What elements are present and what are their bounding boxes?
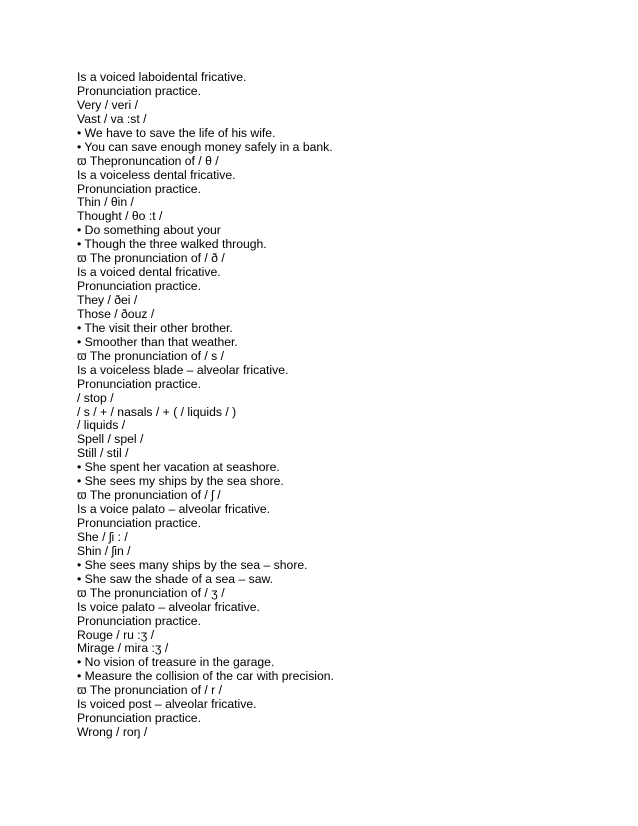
text-line: Still / stil / [77, 446, 129, 461]
text-line: Thought / θo :t / [77, 209, 163, 224]
text-line: Those / ðouz / [77, 306, 155, 321]
text-line: They / ðei / [77, 293, 138, 307]
text-line: Is voiced post – alveolar fricative. [77, 697, 257, 712]
text-line: Is a voiceless dental fricative. [77, 167, 236, 182]
text-line: Mirage / mira :ʒ / [77, 641, 169, 656]
text-line: Pronunciation practice. [77, 279, 201, 294]
text-line: Pronunciation practice. [77, 181, 201, 196]
text-line: • Smoother than that weather. [77, 334, 238, 349]
text-line: Spell / spel / [77, 432, 144, 447]
text-line: ϖ The pronunciation of / ð / [77, 251, 225, 266]
text-line: She / ʃi : / [77, 529, 128, 544]
text-line: Pronunciation practice. [77, 711, 201, 726]
text-line: • You can save enough money safely in a bank. [77, 139, 333, 154]
text-line: • Do something about your [77, 223, 221, 238]
text-line: Pronunciation practice. [77, 83, 201, 98]
text-line: Thin / θin / [77, 195, 134, 210]
text-line: Is a voiced dental fricative. [77, 265, 221, 280]
text-line: ϖ The pronunciation of / ʃ / [77, 488, 221, 503]
text-line: Rouge / ru :ʒ / [77, 627, 155, 642]
text-line: Very / veri / [77, 97, 138, 112]
document-text [77, 71, 597, 740]
text-line: Vast / va :st / [77, 111, 147, 126]
text-line: Shin / ʃin / [77, 543, 131, 558]
text-line: Is a voice palato – alveolar fricative. [77, 502, 271, 517]
text-line: ϖ The pronunciation of / s / [77, 348, 225, 363]
text-line: • We have to save the life of his wife. [77, 125, 276, 140]
text-line: Wrong / roŋ / [77, 725, 148, 740]
text-line: • No vision of treasure in the garage. [77, 655, 275, 670]
text-line: / s / + / nasals / + ( / liquids / ) [77, 404, 237, 419]
text-line: / stop / [77, 390, 114, 405]
text-line: ϖ Thepronuncation of / θ / [77, 153, 219, 168]
text-line: Is voice palato – alveolar fricative. [77, 599, 260, 614]
text-line: Is a voiceless blade – alveolar fricative. [77, 362, 289, 377]
text-line: Pronunciation practice. [77, 516, 201, 530]
text-line: Is a voiced laboidental fricative. [77, 70, 247, 84]
text-line: Pronunciation practice. [77, 376, 201, 391]
text-line: / liquids / [77, 418, 126, 433]
text-line: • She sees my ships by the sea shore. [77, 474, 284, 489]
text-line: ϖ The pronunciation of / ʒ / [77, 585, 225, 600]
text-line: • She spent her vacation at seashore. [77, 460, 280, 475]
text-line: • Though the three walked through. [77, 237, 267, 252]
text-line: • She saw the shade of a sea – saw. [77, 571, 274, 586]
text-line: • Measure the collision of the car with precision. [77, 669, 334, 684]
text-line: Pronunciation practice. [77, 613, 201, 628]
text-line: • She sees many ships by the sea – shore. [77, 557, 308, 572]
text-line: • The visit their other brother. [77, 320, 233, 335]
text-line: ϖ The pronunciation of / r / [77, 683, 223, 698]
